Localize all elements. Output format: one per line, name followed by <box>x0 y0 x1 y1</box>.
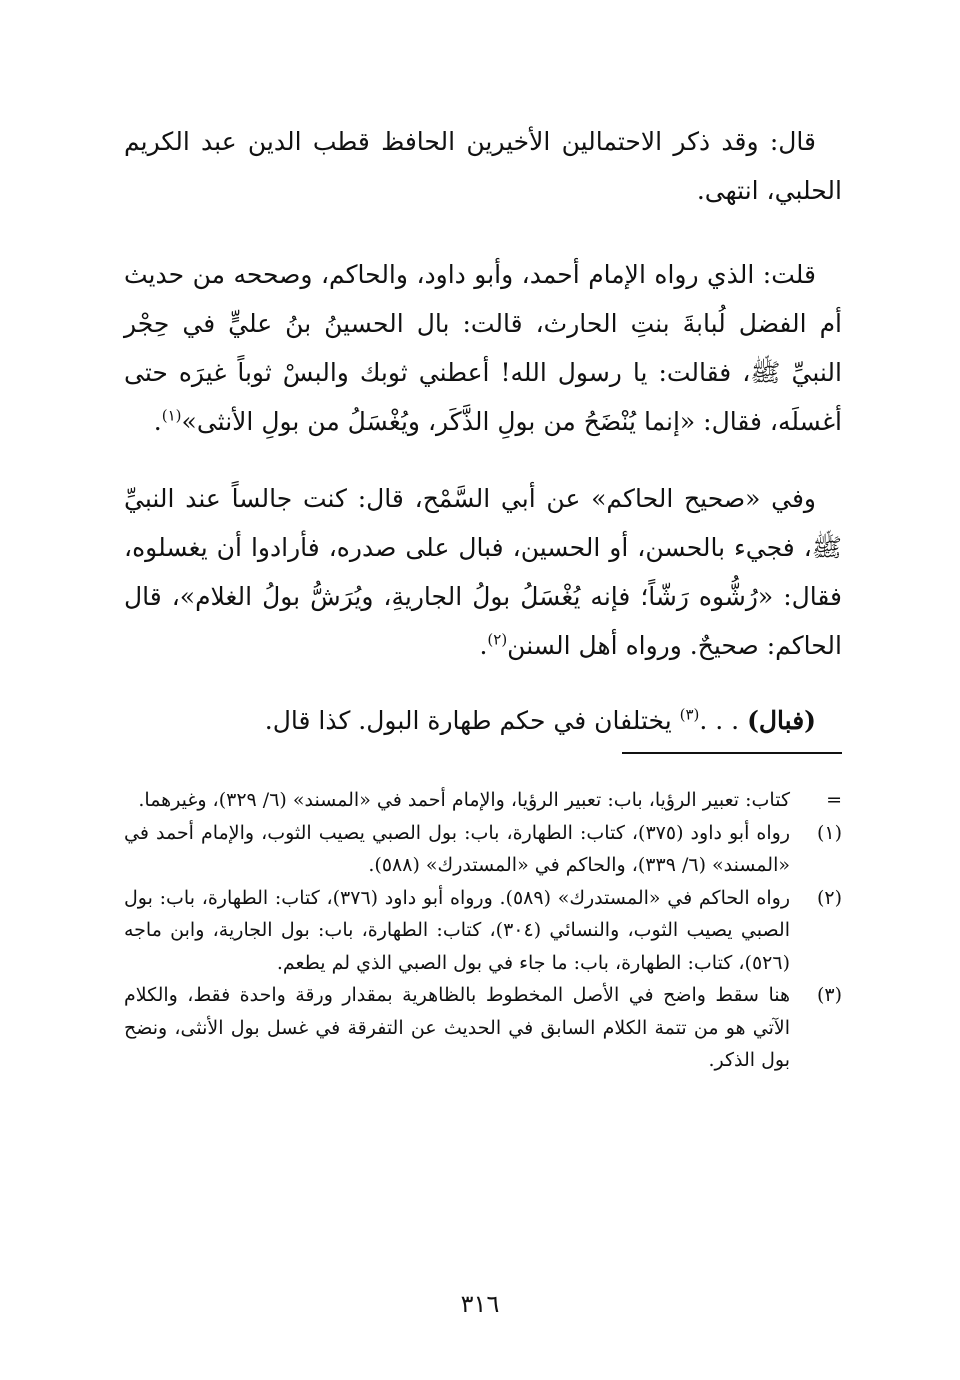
footnote-ref-3[interactable]: (٣) <box>679 705 700 724</box>
footnote-ref-2[interactable]: (٢) <box>487 630 508 649</box>
footnote-3 <box>124 979 842 1077</box>
footnote-marker: (٣) <box>816 984 842 1006</box>
paragraph-2-text: قلت: الذي رواه الإمام أحمد، وأبو داود، والحاكم، وصححه من حديث أم الفضل لُبابةَ بنتِ الحارث، قالت: بال الحسينُ بنُ عليٍّ في حِجْر النبيِّ ﷺ، فقالت: يا رسول الله! أعطني ثوبك والبسْ ثوباً غيرَه حتى أغسلَه، فقال: «إنما يُنْضَحُ من بولِ الذَّكَر، ويُغْسَلُ من بولِ الأنثى» <box>124 260 842 436</box>
paragraph-3 <box>124 474 842 670</box>
paragraph-3-end: . <box>479 631 488 660</box>
paragraph-4-text: يختلفان في حكم طهارة البول. كذا قال. <box>264 706 680 735</box>
paragraph-1-text: قال: وقد ذكر الاحتمالين الأخيرين الحافظ قطب الدين عبد الكريم الحلبي، انتهى. <box>124 127 842 205</box>
footnote-2 <box>124 882 842 980</box>
footnote-ref-1[interactable]: (١) <box>161 406 182 425</box>
footnote-text: هنا سقط واضح في الأصل المخطوط بالظاهرية بمقدار ورقة واحدة فقط، والكلام الآتي هو من تتمة الكلام السابق في الحديث عن التفرقة في غسل بول الأنثى، ونضح بول الذكر. <box>124 984 790 1071</box>
footnote-text: رواه أبو داود (٣٧٥)، كتاب: الطهارة، باب: بول الصبي يصيب الثوب، والإمام أحمد في «المسند» (٦/ ٣٣٩)، والحاكم في «المستدرك» (٥٨٨). <box>124 821 790 876</box>
footnote-continuation <box>124 784 842 817</box>
footnote-1 <box>124 817 842 882</box>
page-number: ٣١٦ <box>460 1290 500 1318</box>
footnote-marker: (١) <box>816 821 842 844</box>
paragraph-1 <box>124 117 842 215</box>
paragraph-2 <box>124 250 842 446</box>
paragraph-4-bold-lemma: (فبال) <box>747 706 816 735</box>
footnote-marker: = <box>826 789 842 811</box>
paragraph-4-ellipsis: . . . <box>699 706 748 735</box>
paragraph-2-end: . <box>153 407 162 436</box>
footnote-text: كتاب: تعبير الرؤيا، باب: تعبير الرؤيا، والإمام أحمد في «المسند» (٦/ ٣٢٩)، وغيرهما. <box>138 789 790 811</box>
paragraph-4 <box>124 696 842 745</box>
footnote-marker: (٢) <box>816 886 842 909</box>
paragraph-3-text: وفي «صحيح الحاكم» عن أبي السَّمْح، قال: كنت جالساً عند النبيِّ ﷺ، فجيء بالحسن، أو الحسين، فبال على صدره، فأرادوا أن يغسلوه، فقال: «رُشُّوه رَشّاً؛ فإنه يُغْسَلُ بولُ الجاريةِ، ويُرَشُّ بولُ الغلام»، قال الحاكم: صحيحٌ. ورواه أهل السنن <box>124 484 842 660</box>
footnote-separator <box>622 752 842 754</box>
footnote-text: رواه الحاكم في «المستدرك» (٥٨٩). ورواه أبو داود (٣٧٦)، كتاب: الطهارة، باب: بول الصبي يصيب الثوب، والنسائي (٣٠٤)، كتاب: الطهارة، باب: بول الجارية، وابن ماجه (٥٢٦)، كتاب: الطهارة، باب: ما جاء في بول الصبي الذي لم يطعم. <box>124 886 790 974</box>
footnotes-section <box>124 784 842 1077</box>
